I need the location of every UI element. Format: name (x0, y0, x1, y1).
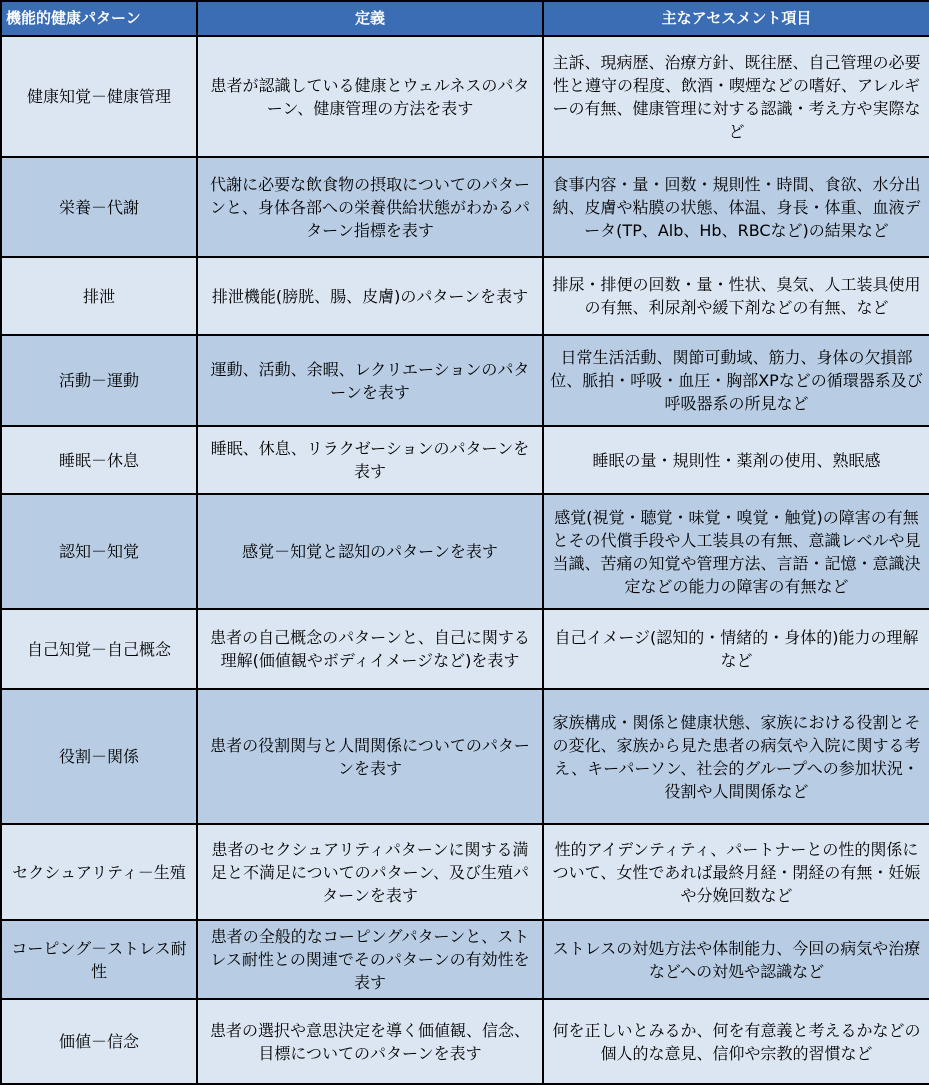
definition-cell: 感覚－知覚と認知のパターンを表す (197, 494, 543, 609)
definition-cell: 患者が認識している健康とウェルネスのパターン、健康管理の方法を表す (197, 36, 543, 157)
table-row (1, 494, 929, 609)
assessment-cell: 食事内容・量・回数・規則性・時間、食欲、水分出納、皮膚や粘膜の状態、体温、身長・体重、血液データ(TP、Alb、Hb、RBCなど)の結果など (543, 157, 929, 257)
table-row (1, 689, 929, 824)
definition-cell: 運動、活動、余暇、レクリエーションのパターンを表す (197, 335, 543, 426)
assessment-cell: 排尿・排便の回数・量・性状、臭気、人工装具使用の有無、利尿剤や緩下剤などの有無、など (543, 257, 929, 335)
assessment-cell: 日常生活活動、関節可動域、筋力、身体の欠損部位、脈拍・呼吸・血圧・胸部XPなどの循環器系及び呼吸器系の所見など (543, 335, 929, 426)
table-row (1, 426, 929, 494)
table-row (1, 609, 929, 689)
pattern-cell: 自己知覚－自己概念 (1, 609, 197, 689)
table-row (1, 257, 929, 335)
table-row (1, 335, 929, 426)
pattern-cell: 栄養－代謝 (1, 157, 197, 257)
pattern-cell: セクシュアリティ－生殖 (1, 824, 197, 920)
pattern-cell: 価値－信念 (1, 999, 197, 1084)
assessment-cell: 性的アイデンティティ、パートナーとの性的関係について、女性であれば最終月経・閉経の有無・妊娠や分娩回数など (543, 824, 929, 920)
header-pattern: 機能的健康パターン (1, 1, 197, 36)
definition-cell: 患者の全般的なコーピングパターンと、ストレス耐性との関連でそのパターンの有効性を表す (197, 920, 543, 999)
header-assessment-items: 主なアセスメント項目 (543, 1, 929, 36)
assessment-cell: 感覚(視覚・聴覚・味覚・嗅覚・触覚)の障害の有無とその代償手段や人工装具の有無、意識レベルや見当識、苦痛の知覚や管理方法、言語・記憶・意識決定などの能力の障害の有無など (543, 494, 929, 609)
definition-cell: 患者の自己概念のパターンと、自己に関する理解(価値観やボディイメージなど)を表す (197, 609, 543, 689)
pattern-cell: 認知－知覚 (1, 494, 197, 609)
definition-cell: 患者の役割関与と人間関係についてのパターンを表す (197, 689, 543, 824)
table-row (1, 36, 929, 157)
definition-cell: 代謝に必要な飲食物の摂取についてのパターンと、身体各部への栄養供給状態がわかるパターン指標を表す (197, 157, 543, 257)
table-row (1, 157, 929, 257)
assessment-cell: 自己イメージ(認知的・情緒的・身体的)能力の理解など (543, 609, 929, 689)
table-row (1, 824, 929, 920)
pattern-cell: 排泄 (1, 257, 197, 335)
header-definition: 定義 (197, 1, 543, 36)
definition-cell: 排泄機能(膀胱、腸、皮膚)のパターンを表す (197, 257, 543, 335)
pattern-cell: 活動－運動 (1, 335, 197, 426)
assessment-cell: 主訴、現病歴、治療方針、既往歴、自己管理の必要性と遵守の程度、飲酒・喫煙などの嗜好、アレルギーの有無、健康管理に対する認識・考え方や実際など (543, 36, 929, 157)
definition-cell: 患者の選択や意思決定を導く価値観、信念、目標についてのパターンを表す (197, 999, 543, 1084)
assessment-cell: 何を正しいとみるか、何を有意義と考えるかなどの個人的な意見、信仰や宗教的習慣など (543, 999, 929, 1084)
pattern-cell: 健康知覚－健康管理 (1, 36, 197, 157)
pattern-cell: コーピング－ストレス耐性 (1, 920, 197, 999)
table-row (1, 920, 929, 999)
definition-cell: 患者のセクシュアリティパターンに関する満足と不満足についてのパターン、及び生殖パターンを表す (197, 824, 543, 920)
assessment-cell: 家族構成・関係と健康状態、家族における役割とその変化、家族から見た患者の病気や入院に関する考え、キーパーソン、社会的グループへの参加状況・役割や人間関係など (543, 689, 929, 824)
assessment-cell: 睡眠の量・規則性・薬剤の使用、熟眠感 (543, 426, 929, 494)
pattern-cell: 睡眠－休息 (1, 426, 197, 494)
definition-cell: 睡眠、休息、リラクゼーションのパターンを表す (197, 426, 543, 494)
table-row (1, 999, 929, 1084)
assessment-cell: ストレスの対処方法や体制能力、今回の病気や治療などへの対処や認識など (543, 920, 929, 999)
pattern-cell: 役割－関係 (1, 689, 197, 824)
header-row (1, 1, 929, 36)
